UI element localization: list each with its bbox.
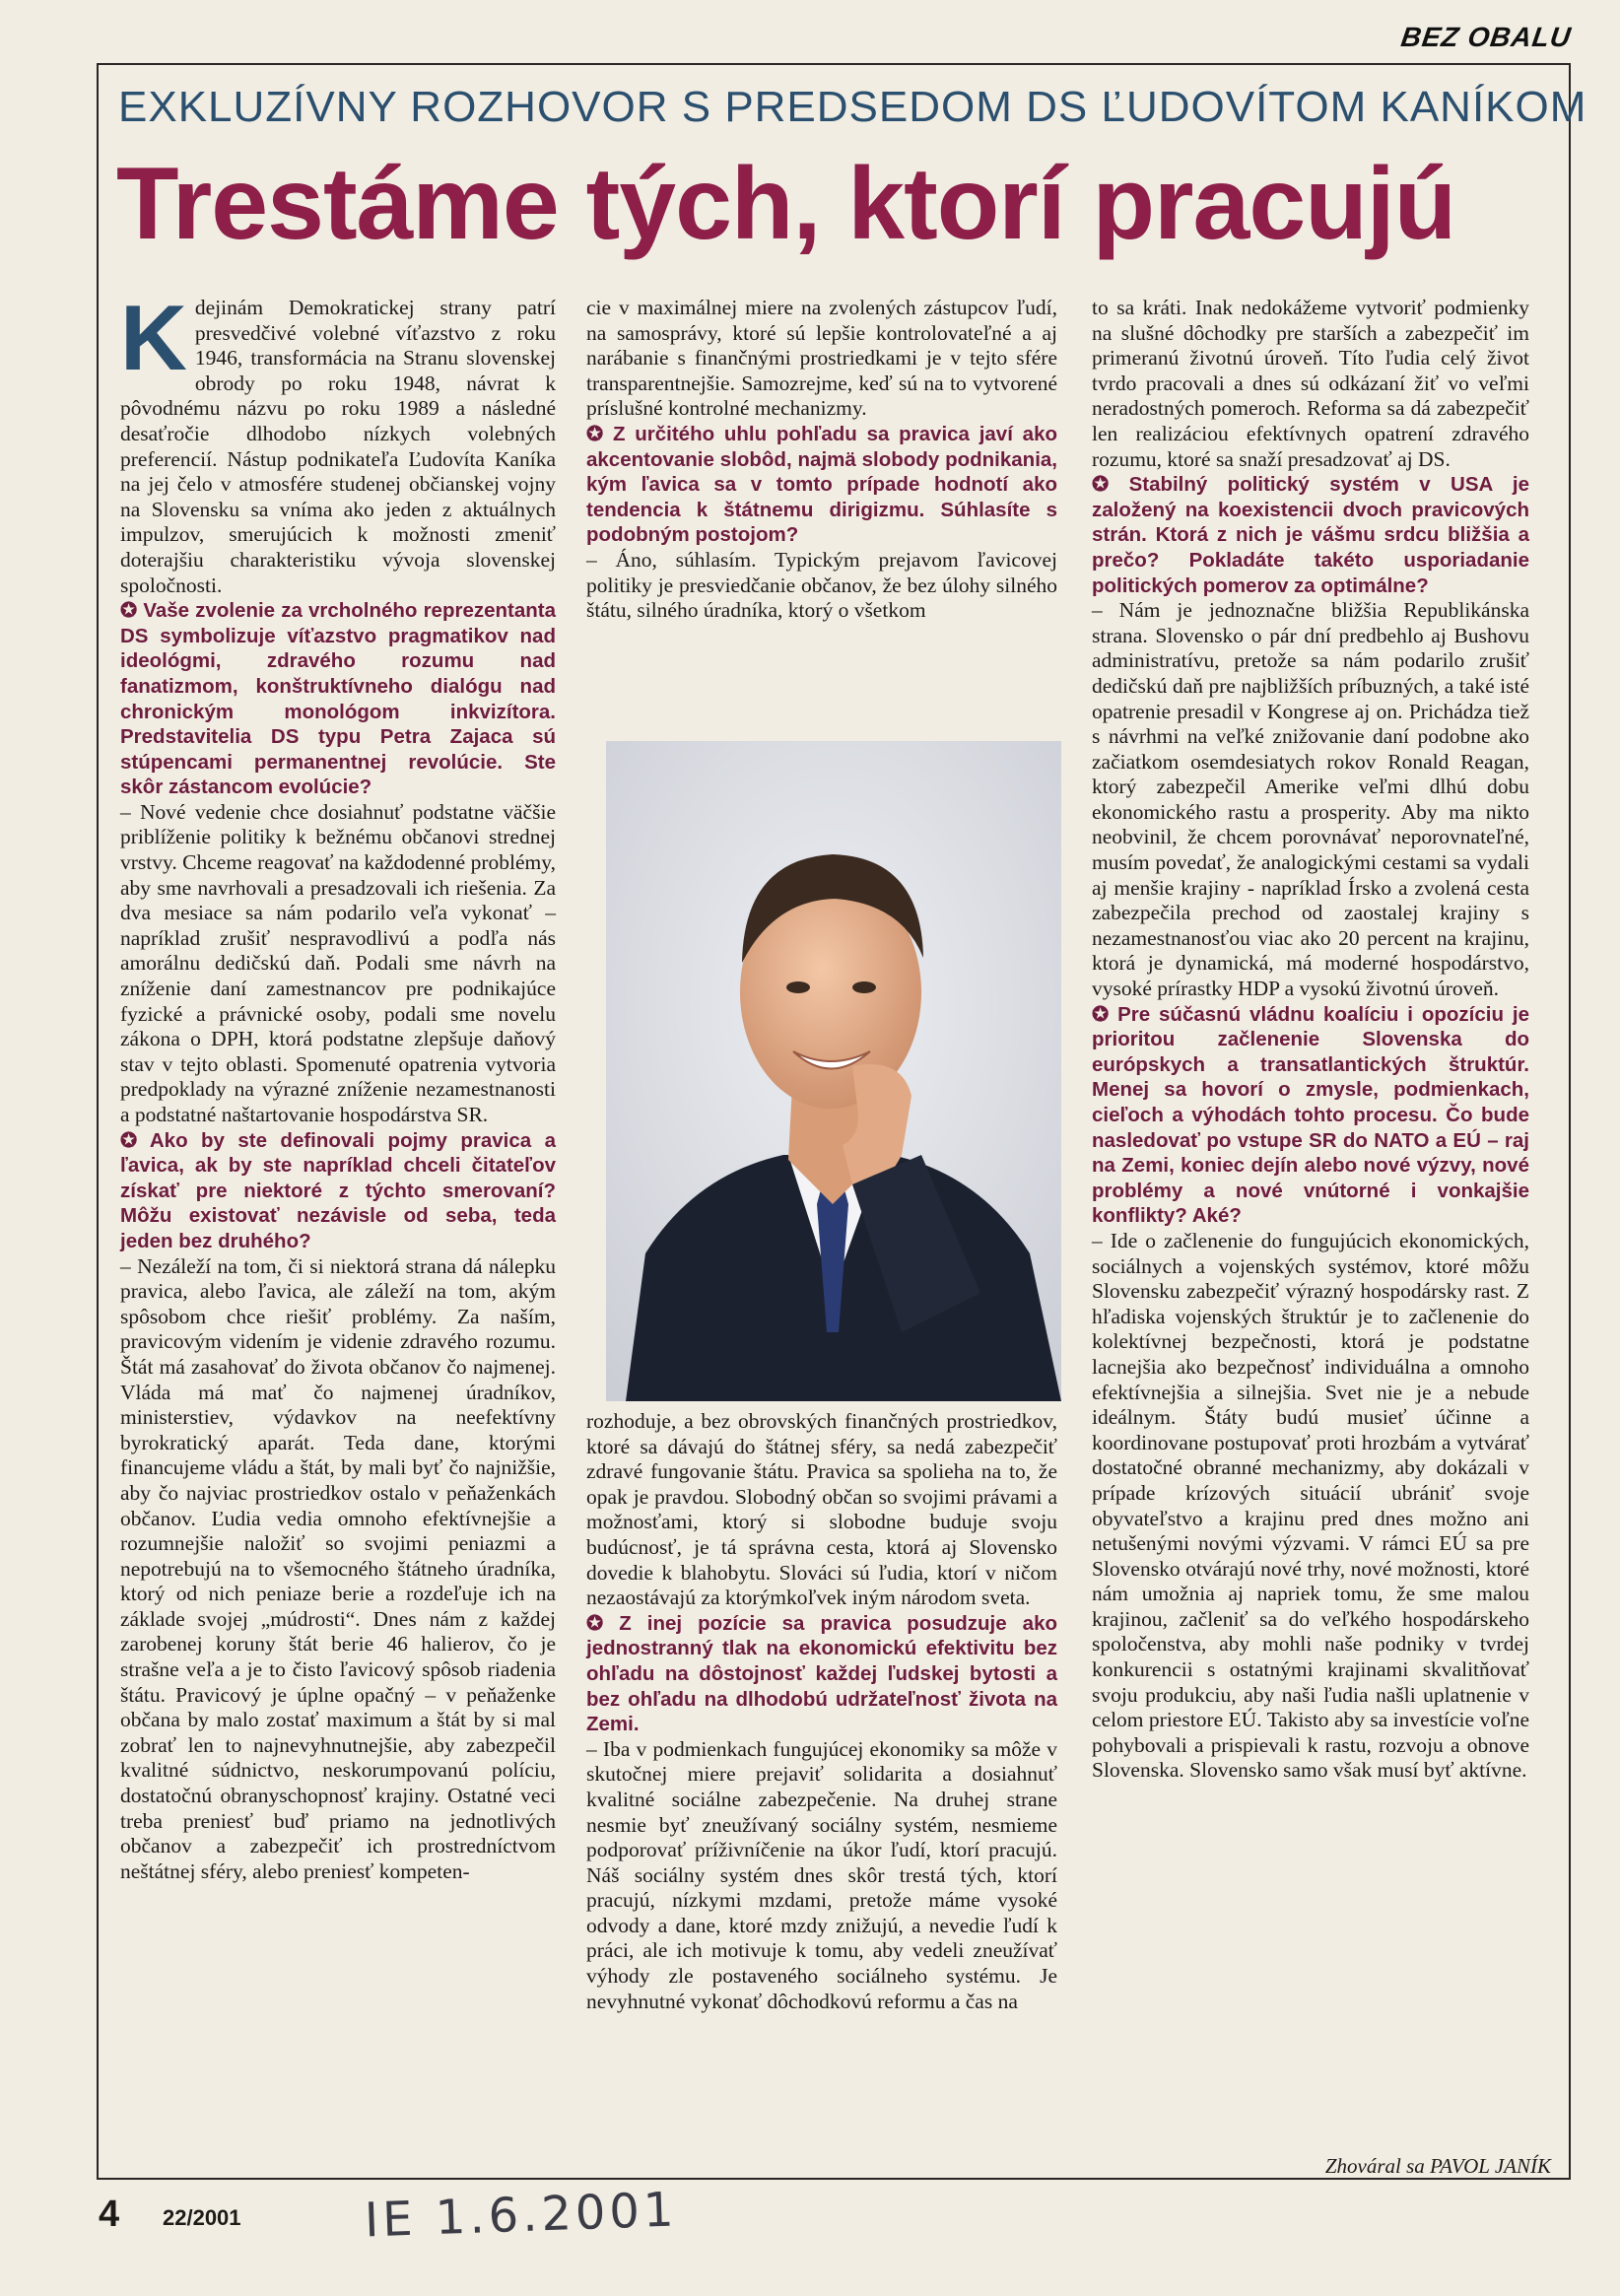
portrait-photo [606, 741, 1061, 1401]
question-3 [586, 422, 1057, 548]
section-tag: BEZ OBALU [1398, 22, 1574, 52]
portrait-illustration [606, 741, 1061, 1401]
question-5-text: Stabilný politický systém v USA je založený na koexistencii dvoch pravicových strán. Ktorá z nich je vášmu srdcu bližšia a prečo? Pokladáte takéto usporiadanie politických pomerov za optimálne? [1092, 473, 1530, 597]
answer-3-continued: rozhoduje, a bez obrovských finančných prostriedkov, ktoré sa dávajú do štátnej sféry, sa nedá zabezpečiť zdravé fungovanie štátu. Pravica sa spolieha na to, že opak je pravdou. Slobodný občan so svojimi právami a možnosťami, ktorý si slobodne buduje svoju budúcnosť, je tá správna cesta, ktorá aj Slovensko dovedie k blahobytu. Slováci sú ľudia, ktorí v ničom nezaostávajú za ktorýmkoľvek iným národom sveta. [586, 1409, 1057, 1610]
question-2 [120, 1128, 556, 1254]
star-bullet-icon: ✪ [120, 599, 144, 623]
dropcap: K [120, 286, 187, 389]
page-number: 4 [99, 2194, 120, 2235]
column-2-bottom [586, 1409, 1057, 2014]
answer-2: – Nezáleží na tom, či si niektorá strana dá nálepku pravica, alebo ľavica, ale záleží na tom, akým spôsobom chce riešiť problémy. Za naším, pravicovým videním je videnie zdravého rozumu. Štát má zasahovať do života občanov čo najmenej. Vláda má mať čo najmenej úradníkov, ministerstiev, výdavkov na neefektívny byrokratický aparát. Teda dane, ktorými financujeme vládu a štát, by mali byť čo najnižšie, aby čo najviac prostriedkov ostalo v peňaženkách občanov. Ľudia vedia omnoho efektívnejšie a rozumnejšie naložiť so svojimi peniazmi a nepotrebujú na to všemocného štátneho úradníka, ktorý od nich peniaze berie a rozdeľuje ich na základe svojej „múdrosti“. Dnes nám z každej zarobenej koruny štát berie 46 halierov, čo je strašne veľa a je to čisto ľavicový spôsob riadenia štátu. Pravicový je úplne opačný – v peňaženke občana by malo zostať maximum a štát by si mal zobrať len to najnevyhnutnejšie, aby zabezpečil kvalitné súdnictvo, neskorumpovanú políciu, dostatočnú obranyschopnosť krajiny. Ostatné veci treba preniesť buď priamo na jednotlivých občanov a zabezpečiť ich prostredníctvom neštátnej sféry, alebo preniesť kompeten- [120, 1253, 556, 1883]
question-3-text: Z určitého uhlu pohľadu sa pravica javí ako akcentovanie slobôd, najmä slobody podnikania, kým ľavica sa v tomto prípade hodnotí ako tendencia k štátnemu dirigizmu. Súhlasíte s podobným postojom? [586, 422, 1057, 547]
handwritten-date: IE 1.6.2001 [364, 2182, 679, 2249]
answer-1: – Nové vedenie chce dosiahnuť podstatne väčšie priblíženie politiky k bežnému občanovi strednej vrstvy. Chceme reagovať na každodenné problémy, aby sme navrhovali a presadzovali ich riešenia. Za dva mesiace sa nám podarilo veľa vykonať – napríklad zrušiť nespravodlivú a podľa nás amorálnu dedičskú daň. Podali sme návrh na zníženie daní zamestnancov pre podnikajúce fyzické a právnické osoby, podali sme novelu zákona o DPH, ktorá podstatne zlepšuje daňový stav v tejto oblasti. Spomenuté opatrenia vytvoria predpoklady na výrazné zníženie nezamestnanosti a podstatné naštartovanie hospodárstva SR. [120, 799, 556, 1126]
column-2-top [586, 296, 1057, 624]
star-bullet-icon: ✪ [586, 422, 613, 445]
intro-paragraph [120, 286, 556, 598]
column-3 [1092, 296, 1529, 1784]
star-bullet-icon: ✪ [1092, 1002, 1118, 1026]
answer-2-continued: cie v maximálnej miere na zvolených zástupcov ľudí, na samosprávy, ktoré sú lepšie kontrolovateľné a aj narábanie s finančnými prostriedkami je v tejto sfére transparentnejšie. Samozrejme, keď sú na to vytvorené príslušné kontrolné mechanizmy. [586, 296, 1057, 421]
question-6-text: Pre súčasnú vládnu koalíciu i opozíciu je prioritou začlenenie Slovenska do európskych a transatlantických štruktúr. Menej sa hovorí o zmysle, podmienkach, cieľoch a výhodách tohto procesu. Čo bude nasledovať po vstupe SR do NATO a EÚ – raj na Zemi, koniec dejín alebo nové výzvy, nové problémy a nové vnútorné i vonkajšie konflikty? Aké? [1092, 1002, 1529, 1228]
question-1 [120, 598, 556, 800]
answer-3: – Áno, súhlasím. Typickým prejavom ľavicovej politiky je presviedčanie občanov, že bez úlohy silného štátu, silného úradníka, ktorý o všetkom [586, 547, 1057, 623]
column-1 [120, 286, 556, 1884]
question-4-text: Z inej pozície sa pravica posudzuje ako jednostranný tlak na ekonomickú efektivitu bez ohľadu na dôstojnosť každej ľudskej bytosti a bez ohľadu na dlhodobú udržateľnosť života na Zemi. [586, 1611, 1057, 1736]
intro-text: dejinám Demokratickej strany patrí presvedčivé volebné víťazstvo z roku 1946, transformácia na Stranu slovenskej obrody po roku 1948, návrat k pôvodnému názvu po roku 1989 a následné desaťročie dlhodobo nízkych volebných preferencií. Nástup podnikateľa Ľudovíta Kaníka na jej čelo v atmosfére studenej občianskej vojny na Slovensku sa vníma ako jeden z aktuálnych impulzov, smerujúcich k možnosti zmeniť doterajšiu charakteristiku vývoja slovenskej spoločnosti. [120, 296, 556, 597]
star-bullet-icon: ✪ [120, 1128, 150, 1152]
answer-4-continued: to sa kráti. Inak nedokážeme vytvoriť podmienky na slušné dôchodky pre starších a zabezpečiť im primeranú životnú úroveň. Títo ľudia celý život tvrdo pracovali a dnes sú odkázaní žiť vo veľmi neradostných pomeroch. Reforma sa dá zabezpečiť len realizáciou efektívnych opatrení zdravého rozumu, ktoré sa snaží presadzovať aj DS. [1092, 296, 1529, 471]
question-5 [1092, 472, 1529, 598]
question-1-text: Vaše zvolenie za vrcholného reprezentanta DS symbolizuje víťazstvo pragmatikov nad ideológmi, zdravého rozumu nad fanatizmom, konštruktívneho dialógu nad chronickým monológom inkvizítora. Predstavitelia DS typu Petra Zajaca sú stúpencami permanentnej revolúcie. Ste skôr zástancom evolúcie? [120, 599, 556, 799]
issue-number: 22/2001 [163, 2205, 241, 2230]
question-4 [586, 1611, 1057, 1737]
byline: Zhováral sa PAVOL JANÍK [1324, 2154, 1551, 2178]
headline: Trestáme tých, ktorí pracujú [116, 147, 1456, 261]
answer-4: – Iba v podmienkach fungujúcej ekonomiky sa môže v skutočnej miere prejaviť solidarita a dosiahnuť kvalitné sociálne zabezpečenie. Na druhej strane nesmie byť zneužívaný sociálny systém, nesmieme podporovať príživníčenie na úkor ľudí, ktorí pracujú. Náš sociálny systém dnes skôr trestá tých, ktorí pracujú, nízkymi mzdami, pretože máme vysoké odvody a dane, ktoré mzdy znižujú, a nevedie ľudí k práci, ale ich motivuje k tomu, aby vedeli zneužívať výhody zle postaveného sociálneho systému. Je nevyhnutné vykonať dôchodkovú reformu a čas na [586, 1736, 1057, 2013]
star-bullet-icon: ✪ [1092, 473, 1129, 497]
kicker: EXKLUZÍVNY ROZHOVOR S PREDSEDOM DS ĽUDOVÍTOM KANÍKOM [118, 83, 1587, 131]
question-2-text: Ako by ste definovali pojmy pravica a ľavica, ak by ste napríklad chceli čitateľov získať pre niektoré z týchto smerovaní? Môžu existovať nezávisle od seba, teda jeden bez druhého? [120, 1128, 556, 1252]
answer-5: – Nám je jednoznačne bližšia Republikánska strana. Slovensko o pár dní predbehlo aj Bushovu administratívu, pretože sa nám podarilo zrušiť dedičskú daň pre najbližších príbuzných, a také isté opatrenie presadil v Kongrese aj on. Prichádza tiež s návrhmi na veľké znižovanie daní podobne ako začiatkom osemdesiatych rokov Ronald Reagan, ktorý zabezpečil Amerike veľmi dlhú dobu ekonomického rastu a prosperity. Aby ma nikto neobvinil, že chcem porovnávať neporovnateľné, musím povedať, že analogickými cestami sa vydali aj menšie krajiny - napríklad Írsko a zvolená cesta zabezpečila prechod od zaostalej krajiny s nezamestnanosťou viac ako 20 percent na krajinu, ktorá je dynamická, má moderné hospodárstvo, vysoké prírastky HDP a vysokú životnú úroveň. [1092, 598, 1529, 1001]
question-6 [1092, 1002, 1529, 1229]
answer-6: – Ide o začlenenie do fungujúcich ekonomických, sociálnych a vojenských systémov, ktoré môžu Slovensku zabezpečiť výrazný hospodársky rast. Z hľadiska vojenských štruktúr je to začlenenie do kolektívnej bezpečnosti, ktorá je podstatne lacnejšia ako bezpečnosť individuálna a omnoho efektívnejšia a silnejšia. Svet nie je a nebude ideálnym. Štáty budú musieť účinne a koordinovane postupovať proti hrozbám a vytvárať dostatočné obranné mechanizmy, aby dokázali v prípade krízových situácií ubrániť svoje obyvateľstvo a krajinu pred dnes možno ani netušenými novými výzvami. V rámci EÚ sa pre Slovensko otvárajú nové trhy, nové možnosti, ktoré nám umožnia aj napriek tomu, že sme malou krajinou, začleniť sa do veľkého hospodárskeho spoločenstva, aby mohli naše podniky v tvrdej konkurencii s ostatnými krajinami skvalitňovať svoju produkciu, aby naši ľudia našli uplatnenie v celom priestore EÚ. Takisto aby sa investície voľne pohybovali a prispievali k rastu, rozvoju a obnove Slovenska. Slovensko samo však musí byť aktívne. [1092, 1228, 1529, 1783]
star-bullet-icon: ✪ [586, 1611, 620, 1635]
